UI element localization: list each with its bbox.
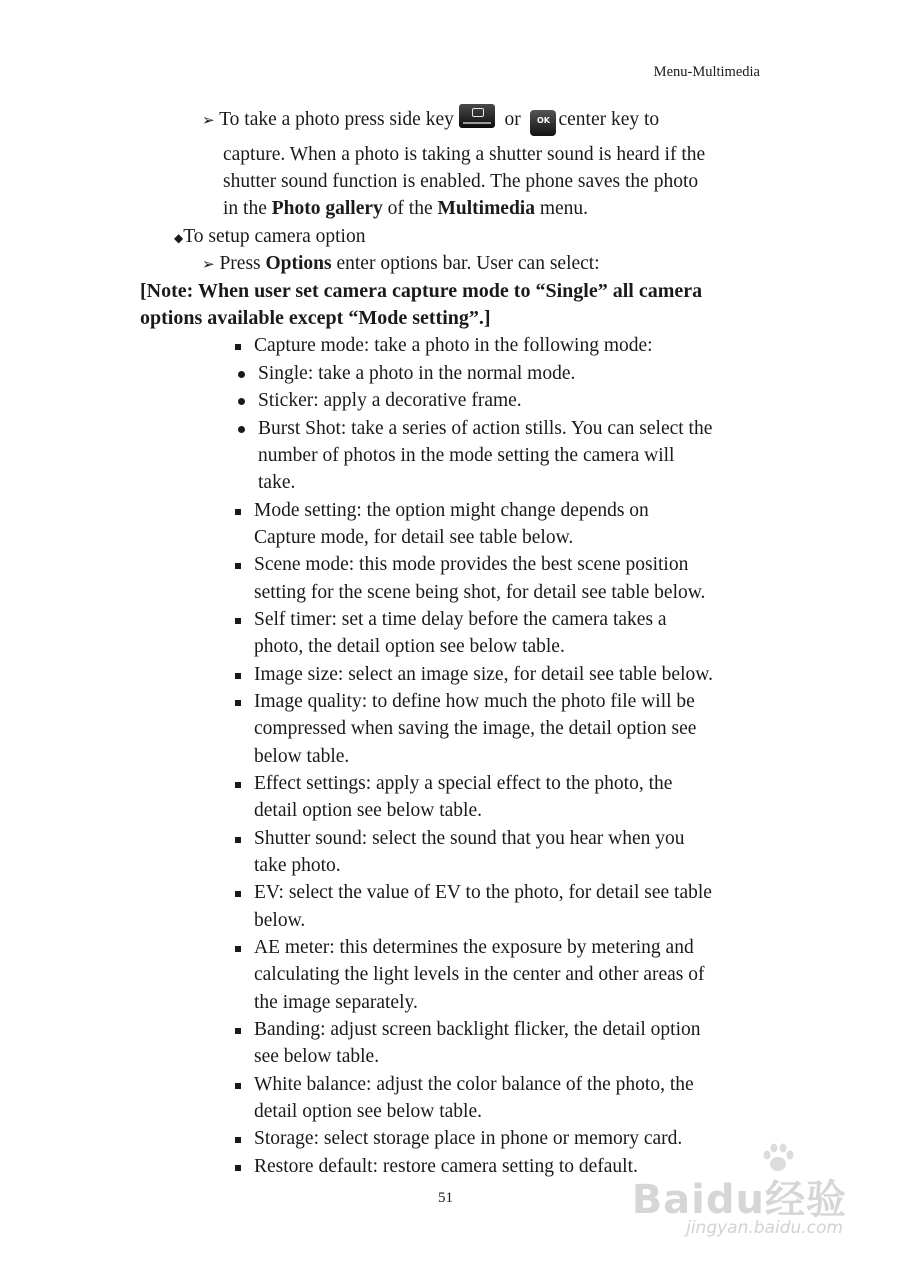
- diamond-bullet-icon: ◆: [174, 231, 184, 245]
- intro-line-1: ➢ To take a photo press side key or OK center key to: [202, 104, 659, 136]
- sublist-item-single: Single: take a photo in the normal mode.: [258, 363, 576, 384]
- list-item-scene-mode-cont: setting for the scene being shot, for detail see table below.: [254, 582, 706, 603]
- list-item-image-quality-cont: below table.: [254, 746, 350, 767]
- sublist-item-burst-shot-cont: number of photos in the mode setting the camera will: [258, 445, 675, 466]
- list-item-capture-mode: Capture mode: take a photo in the following mode:: [254, 335, 653, 356]
- arrow-bullet-icon: ➢: [202, 111, 215, 129]
- list-item-self-timer: Self timer: set a time delay before the camera takes a: [254, 609, 667, 630]
- list-item-white-balance-cont: detail option see below table.: [254, 1101, 482, 1122]
- list-item-restore-default: Restore default: restore camera setting to default.: [254, 1156, 638, 1177]
- watermark-brand: Baidu经验: [631, 1177, 847, 1223]
- list-item-scene-mode: Scene mode: this mode provides the best scene position: [254, 554, 689, 575]
- page-number: 51: [438, 1190, 453, 1206]
- setup-title: ◆To setup camera option: [174, 226, 366, 247]
- intro-line-4: in the Photo gallery of the Multimedia menu.: [223, 198, 589, 219]
- list-item-self-timer-cont: photo, the detail option see below table.: [254, 636, 565, 657]
- list-item-ev-cont: below.: [254, 910, 306, 931]
- list-item-mode-setting: Mode setting: the option might change depends on: [254, 500, 649, 521]
- list-item-ev: EV: select the value of EV to the photo, for detail see table: [254, 882, 712, 903]
- list-item-effect-settings: Effect settings: apply a special effect to the photo, the: [254, 773, 673, 794]
- list-item-ae-meter-cont: calculating the light levels in the center and other areas of: [254, 964, 705, 985]
- page-header: Menu-Multimedia: [653, 64, 760, 80]
- list-item-white-balance: White balance: adjust the color balance of the photo, the: [254, 1074, 694, 1095]
- list-item-mode-setting-cont: Capture mode, for detail see table below.: [254, 527, 574, 548]
- note-line-1: [Note: When user set camera capture mode to “Single” all camera: [140, 280, 703, 302]
- list-item-ae-meter-cont: the image separately.: [254, 992, 418, 1013]
- sublist-item-burst-shot-cont: take.: [258, 472, 296, 493]
- ok-key-icon: OK: [530, 110, 556, 136]
- setup-press-line: ➢ Press Options enter options bar. User can select:: [202, 253, 600, 274]
- list-item-image-quality: Image quality: to define how much the photo file will be: [254, 691, 695, 712]
- sublist-item-burst-shot: Burst Shot: take a series of action stills. You can select the: [258, 418, 713, 439]
- side-key-icon: [459, 104, 495, 128]
- list-item-ae-meter: AE meter: this determines the exposure by metering and: [254, 937, 694, 958]
- list-item-storage: Storage: select storage place in phone or memory card.: [254, 1128, 683, 1149]
- sublist-item-sticker: Sticker: apply a decorative frame.: [258, 390, 522, 411]
- list-item-image-quality-cont: compressed when saving the image, the detail option see: [254, 718, 697, 739]
- list-item-banding: Banding: adjust screen backlight flicker, the detail option: [254, 1019, 701, 1040]
- intro-line-3: shutter sound function is enabled. The phone saves the photo: [223, 171, 699, 192]
- note-line-2: options available except “Mode setting”.]: [140, 307, 491, 329]
- arrow-bullet-icon: ➢: [202, 255, 215, 273]
- list-item-shutter-sound: Shutter sound: select the sound that you hear when you: [254, 828, 685, 849]
- list-item-shutter-sound-cont: take photo.: [254, 855, 341, 876]
- list-item-image-size: Image size: select an image size, for detail see table below.: [254, 664, 713, 685]
- list-item-banding-cont: see below table.: [254, 1046, 380, 1067]
- watermark-url: jingyan.baidu.com: [686, 1218, 843, 1238]
- intro-line-2: capture. When a photo is taking a shutter sound is heard if the: [223, 144, 706, 165]
- list-item-effect-settings-cont: detail option see below table.: [254, 800, 482, 821]
